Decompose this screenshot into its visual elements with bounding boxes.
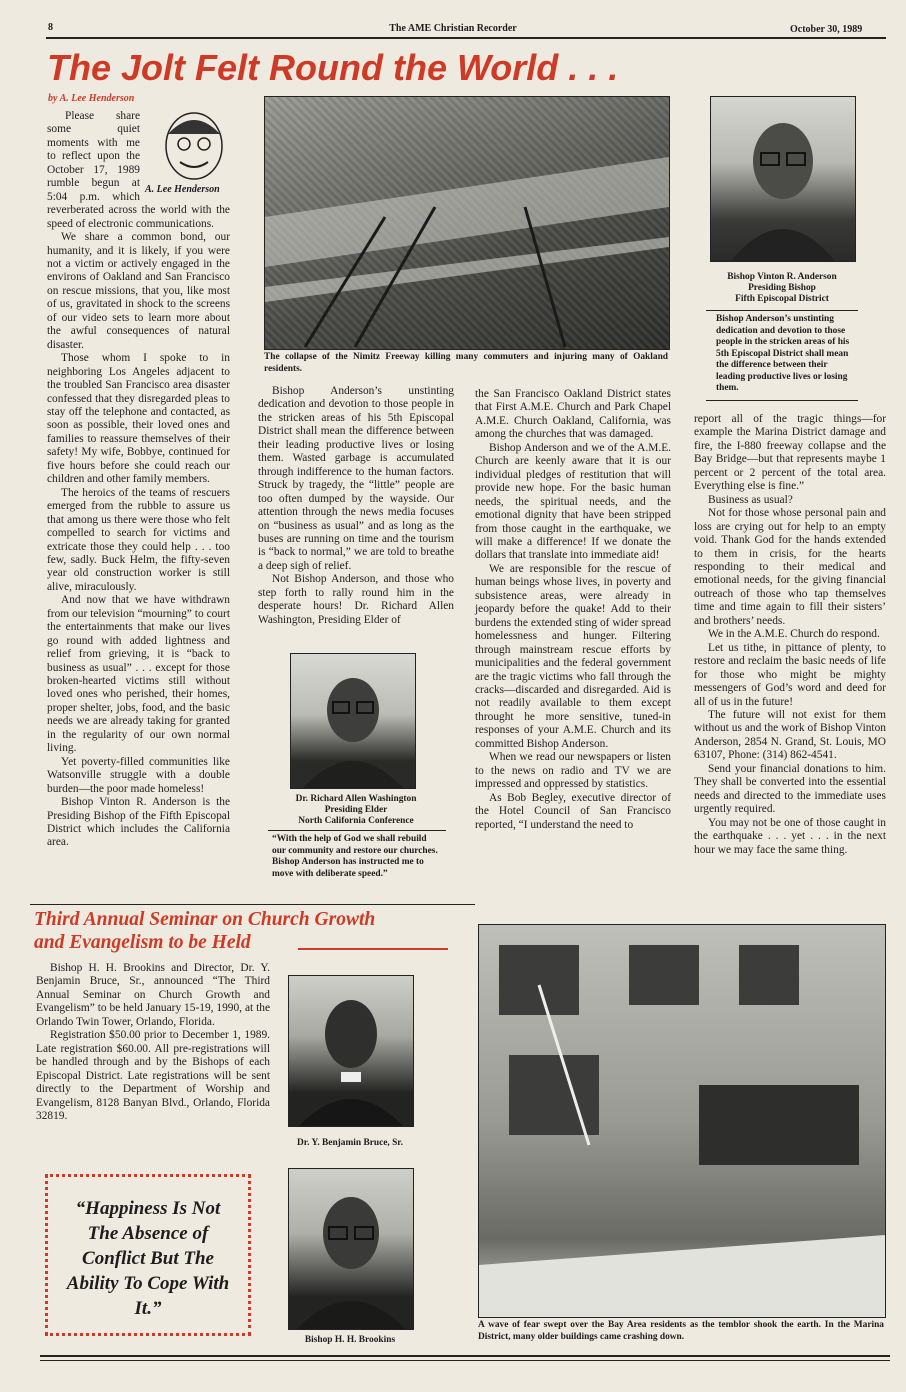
article-byline: by A. Lee Henderson bbox=[48, 93, 135, 104]
article-column-3 bbox=[475, 388, 671, 832]
bruce-caption: Dr. Y. Benjamin Bruce, Sr. bbox=[297, 1138, 403, 1148]
title-underline bbox=[298, 948, 448, 950]
paragraph: Send your financial donations to him. They shall be converted into the essential needs and directed to the immediate uses urgently required. bbox=[694, 762, 886, 816]
anderson-title: Presiding Bishop bbox=[748, 283, 816, 293]
paragraph: And now that we have withdrawn from our television “mourning” to court the entertainments that make our lives go round with added lightness and relief from grieving, it is “back to business as usual” . . . except for those broken-hearted victims still without loved ones who perished, their homes, proper shelter, jobs, food, and the basic needs we are already taking for granted in the regularity of our own normal living. bbox=[47, 594, 230, 755]
anderson-district: Fifth Episcopal District bbox=[735, 294, 829, 304]
paragraph: Bishop Anderson and we of the A.M.E. Church are keenly aware that it is our individual pledges of restitution that will provide new hope. For the basic human needs, the spiritual needs, and the emotional dignity that have been stripped from those caught in the earthquake, we will make a difference! If we donate the dollars that translate into immediate aid! bbox=[475, 441, 671, 562]
paragraph: We share a common bond, our humanity, and it is likely, if you were not a victim or actively engaged in the environs of Oakland and San Francisco on rescue missions, that you, like most of us, gravitated in shock to the screens of our video sets to learn more about the awful consequences of natural disaster. bbox=[47, 231, 230, 351]
header-rule bbox=[46, 37, 886, 39]
publication-name: The AME Christian Recorder bbox=[389, 23, 517, 34]
paragraph: Not Bishop Anderson, and those who step forth to rally round him in the desperate hours! Dr. Richard Allen Washington, Presiding Elder of bbox=[258, 573, 454, 626]
washington-name: Dr. Richard Allen Washington bbox=[295, 794, 417, 804]
paragraph: Those whom I spoke to in neighboring Los Angeles adjacent to the troubled San Francisco area disaster confessed that they disregarded pleas to stay off the telephone and contacted, as soon as possible, their loved ones and families to reassure themselves of their safety! My wife, Bobbye, continued for five hours before she could reach our children and other family members. bbox=[47, 352, 230, 486]
page-number: 8 bbox=[48, 22, 53, 33]
freeway-photo-caption: The collapse of the Nimitz Freeway killing many commuters and injuring many of Oakland residents. bbox=[264, 352, 668, 374]
brookins-caption: Bishop H. H. Brookins bbox=[304, 1335, 396, 1345]
marina-district-photo bbox=[478, 924, 886, 1318]
seminar-body bbox=[36, 962, 270, 1123]
paragraph: Yet poverty-filled communities like Watsonville struggle with a double burden—the poor made homeless! bbox=[47, 755, 230, 795]
paragraph: Bishop H. H. Brookins and Director, Dr. Y. Benjamin Bruce, Sr., announced “The Third Annual Seminar on Church Growth and Evangelism” to be held January 15-19, 1990, at the Orlando Twin Tower, Orlando, Florida. bbox=[36, 962, 270, 1028]
washington-title: Presiding Elder bbox=[324, 805, 388, 815]
paragraph: the San Francisco Oakland District states that First A.M.E. Church and Park Chapel A.M.E. Church Oakland, California, was among the churches that was damaged. bbox=[475, 388, 671, 441]
article-column-4 bbox=[694, 413, 886, 857]
article-column-1 bbox=[47, 110, 230, 850]
paragraph: Let us tithe, in pittance of plenty, to restore and reclaim the basic needs of life for those who might be mighty messengers of God’s word and deed for all of us in the future! bbox=[694, 641, 886, 708]
anderson-photo bbox=[710, 96, 856, 262]
paragraph: Not for those whose personal pain and loss are crying out for help to an empty void. Thank God for the hands extended to them in crisis, for the hearts responding to their medical and emotional needs, for the giving financial outreach of those who tap themselves time and time again to fill their sisters’ and brothers’ needs. bbox=[694, 507, 886, 627]
divider bbox=[706, 400, 858, 401]
happiness-quote: “Happiness Is Not The Absence of Conflict But The Ability To Cope With It.” bbox=[66, 1198, 230, 1319]
washington-conference: North California Conference bbox=[298, 816, 414, 826]
anderson-pull-quote: Bishop Anderson’s unstinting dedication and devotion to those people in the stricken areas of his 5th Episcopal District shall mean the difference between their leading productive lives or losing them. bbox=[716, 314, 850, 393]
paragraph: The future will not exist for them without us and the work of Bishop Vinton Anderson, 2854 N. Grand, St. Louis, MO 63107, Phone: (314) 862-4541. bbox=[694, 708, 886, 762]
freeway-collapse-photo bbox=[264, 96, 670, 350]
paragraph: As Bob Begley, executive director of the Hotel Council of San Francisco reported, “I understand the need to bbox=[475, 791, 671, 831]
seminar-title-line-2: and Evangelism to be Held bbox=[34, 932, 251, 953]
article-column-2 bbox=[258, 385, 454, 627]
washington-pull-quote: “With the help of God we shall rebuild our community and restore our churches. Bishop Anderson has instructed me to move with deliberate speed.” bbox=[272, 834, 438, 879]
paragraph: We are responsible for the rescue of human beings whose lives, in poverty and subsistence areas, were already in jeopardy before the quake! Add to their burdens the extended sting of wider spread homelessness and hunger. Filtering through mainstream rescue efforts by municipalities and the federal government are the tragic victims who fall through the cracks—discarded and disregarded. Aid is not readily available to them except throught he more sensitive, tuned-in responses of your A.M.E. Church and its committed Bishop Anderson. bbox=[475, 562, 671, 750]
paragraph: Please share some quiet moments with me to reflect upon the October 17, 1989 rumble begun at 5:04 p.m. which reverberated across the world with the speed of electronic communications. bbox=[47, 110, 230, 230]
section-rule bbox=[30, 904, 475, 905]
paragraph: Bishop Vinton R. Anderson is the Presiding Bishop of the Fifth Episcopal District which includes the California area. bbox=[47, 796, 230, 849]
author-caption: A. Lee Henderson bbox=[145, 184, 220, 195]
paragraph: Bishop Anderson’s unstinting dedication and devotion to those people in the stricken areas of his 5th Episcopal District shall mean the difference between their leading productive lives or losing them. Wasted garbage is accumulated through indifference to the human factors. Struck by tragedy, the “little” people are too often dumped by the wayside. Our attention through the news media focuses on “business as usual” and as long as the buses are running on time and the tourism is “back to normal,” we are told to breathe a deep sigh of relief. bbox=[258, 385, 454, 572]
footer-rule bbox=[40, 1360, 890, 1361]
bruce-photo bbox=[288, 975, 414, 1127]
article-title: The Jolt Felt Round the World . . . bbox=[47, 47, 619, 88]
divider bbox=[268, 830, 446, 831]
divider bbox=[706, 310, 858, 311]
paragraph: The heroics of the teams of rescuers emerged from the rubble to assure us that among us there were those who felt compelled to search for victims and extricate those they could help . . . too few, sadly. Buck Helm, the fifty-seven year old construction worker is still alive, miraculously. bbox=[47, 486, 230, 593]
paragraph: Business as usual? bbox=[708, 493, 793, 506]
paragraph: Registration $50.00 prior to December 1, 1989. Late registration $60.00. All pre-registrations will be handled through and by the Bishops of each Episcopal District. Late registrations will be sent directly to the Department of Worship and Evangelism, 8128 Banyan Blvd., Orlando, Florida 32819. bbox=[36, 1029, 270, 1122]
paragraph: We in the A.M.E. Church do respond. bbox=[708, 628, 880, 641]
seminar-title-line-1: Third Annual Seminar on Church Growth bbox=[34, 909, 376, 930]
paragraph: report all of the tragic things—for example the Marina District damage and fire, the I-880 freeway collapse and the Bay Bridge—but that represents maybe 1 percent or 2 percent of the total area. Everything else is fine.” bbox=[694, 413, 886, 493]
marina-photo-caption: A wave of fear swept over the Bay Area residents as the temblor shook the earth. In the Marina District, many older buildings came crashing down. bbox=[478, 1320, 884, 1342]
issue-date: October 30, 1989 bbox=[790, 24, 863, 35]
paragraph: When we read our newspapers or listen to the news on radio and TV we are impressed and oppressed by statistics. bbox=[475, 751, 671, 791]
footer-rule bbox=[40, 1355, 890, 1357]
anderson-name: Bishop Vinton R. Anderson bbox=[727, 272, 837, 282]
brookins-photo bbox=[288, 1168, 414, 1330]
paragraph: You may not be one of those caught in the earthquake . . . yet . . . in the next hour we may face the same thing. bbox=[694, 816, 886, 856]
washington-photo bbox=[290, 653, 416, 789]
